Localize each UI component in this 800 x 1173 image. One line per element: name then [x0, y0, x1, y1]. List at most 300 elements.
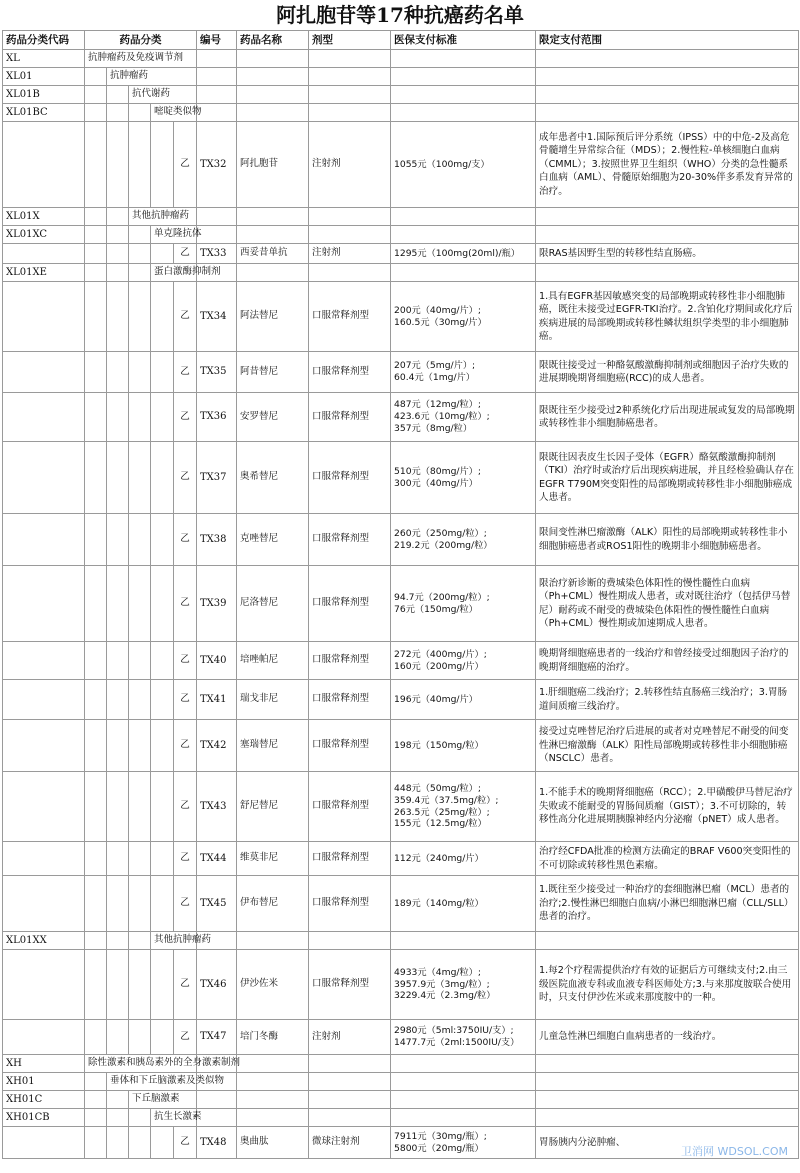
empty-cell [197, 1091, 237, 1109]
category-row [3, 264, 799, 282]
empty-cell [197, 50, 237, 68]
indent-cell [107, 1109, 129, 1127]
payment-standard: 198元（150mg/粒） [391, 720, 536, 772]
drug-number: TX47 [197, 1020, 237, 1055]
indent-cell [85, 352, 107, 393]
indent-cell [107, 680, 129, 720]
dosage-form: 口服常释剂型 [309, 514, 391, 566]
indent-cell [107, 932, 129, 950]
dosage-form: 口服常释剂型 [309, 566, 391, 642]
drug-row [3, 393, 799, 442]
indent-cell [107, 1020, 129, 1055]
indent-cell [107, 226, 129, 244]
drug-number: TX44 [197, 842, 237, 876]
payment-scope: 接受过克唑替尼治疗后进展的或者对克唑替尼不耐受的间变性淋巴瘤激酶（ALK）阳性局部晚期或转移性非小细胞肺癌（NSCLC）患者。 [536, 720, 799, 772]
empty-cell [3, 680, 85, 720]
indent-cell [107, 352, 129, 393]
indent-cell [107, 1091, 129, 1109]
empty-cell [197, 226, 237, 244]
empty-cell [3, 1020, 85, 1055]
empty-cell [3, 772, 85, 842]
insurance-class: 乙 [174, 680, 197, 720]
category-code: XL01BC [3, 104, 85, 122]
category-code: XH01 [3, 1073, 85, 1091]
payment-standard: 260元（250mg/粒）; 219.2元（200mg/粒） [391, 514, 536, 566]
drug-number: TX34 [197, 282, 237, 352]
payment-scope: 1.不能手术的晚期肾细胞癌（RCC）；2.甲磺酸伊马替尼治疗失败或不能耐受的胃肠间质瘤（GIST）；3.不可切除的，转移性高分化进展期胰腺神经内分泌瘤（pNET）成人患者。 [536, 772, 799, 842]
empty-cell [237, 1073, 309, 1091]
category-row [3, 86, 799, 104]
indent-cell [129, 1127, 151, 1159]
drug-row [3, 950, 799, 1020]
indent-cell [129, 950, 151, 1020]
indent-cell [129, 514, 151, 566]
dosage-form: 口服常释剂型 [309, 680, 391, 720]
drug-row [3, 1020, 799, 1055]
indent-cell [85, 642, 107, 680]
empty-cell [237, 1055, 309, 1073]
category-code: XL01XX [3, 932, 85, 950]
category-label: 抗生长激素 [151, 1109, 197, 1127]
payment-scope: 成年患者中1.国际预后评分系统（IPSS）中的中危-2及高危骨髓增生异常综合征（MDS）；2.慢性粒-单核细胞白血病（CMML）；3.按照世界卫生组织（WHO）分类的急性髓系白血病（AML）、骨髓原始细胞为20-30%伴多系发育异常的治疗。 [536, 122, 799, 208]
indent-cell [85, 208, 107, 226]
indent-cell [129, 842, 151, 876]
category-row [3, 50, 799, 68]
category-label: 除性激素和胰岛素外的全身激素制剂 [85, 1055, 197, 1073]
payment-scope: 限治疗新诊断的费城染色体阳性的慢性髓性白血病（Ph+CML）慢性期成人患者，或对既往治疗（包括伊马替尼）耐药或不耐受的费城染色体阳性的慢性髓性白血病（Ph+CML）慢性期或加速期成人患者。 [536, 566, 799, 642]
indent-cell [85, 566, 107, 642]
empty-cell [309, 1091, 391, 1109]
drug-row [3, 442, 799, 514]
indent-cell [129, 772, 151, 842]
drug-name: 伊沙佐米 [237, 950, 309, 1020]
indent-cell [85, 68, 107, 86]
dosage-form: 注射剂 [309, 1020, 391, 1055]
drug-row [3, 282, 799, 352]
empty-cell [3, 122, 85, 208]
drug-name: 阿法替尼 [237, 282, 309, 352]
insurance-class: 乙 [174, 1020, 197, 1055]
empty-cell [536, 68, 799, 86]
drug-number: TX38 [197, 514, 237, 566]
payment-standard: 94.7元（200mg/粒）; 76元（150mg/粒） [391, 566, 536, 642]
empty-cell [237, 68, 309, 86]
indent-cell [129, 932, 151, 950]
empty-cell [391, 932, 536, 950]
drug-row [3, 566, 799, 642]
payment-standard: 1055元（100mg/支） [391, 122, 536, 208]
insurance-class: 乙 [174, 642, 197, 680]
indent-cell [85, 932, 107, 950]
indent-cell [107, 772, 129, 842]
header-code: 药品分类代码 [3, 31, 85, 50]
indent-cell [129, 442, 151, 514]
indent-cell [85, 226, 107, 244]
category-row [3, 104, 799, 122]
payment-scope: 晚期肾细胞癌患者的一线治疗和曾经接受过细胞因子治疗的晚期肾细胞癌的治疗。 [536, 642, 799, 680]
empty-cell [3, 244, 85, 264]
drug-number: TX43 [197, 772, 237, 842]
indent-cell [151, 1020, 174, 1055]
category-row [3, 1091, 799, 1109]
insurance-class: 乙 [174, 842, 197, 876]
empty-cell [3, 876, 85, 932]
indent-cell [151, 642, 174, 680]
indent-cell [129, 1109, 151, 1127]
category-code: XL01X [3, 208, 85, 226]
header-category: 药品分类 [85, 31, 197, 50]
empty-cell [536, 208, 799, 226]
indent-cell [129, 282, 151, 352]
indent-cell [107, 442, 129, 514]
indent-cell [151, 393, 174, 442]
indent-cell [107, 566, 129, 642]
empty-cell [391, 1091, 536, 1109]
empty-cell [3, 352, 85, 393]
category-label: 抗肿瘤药及免疫调节剂 [85, 50, 197, 68]
indent-cell [107, 1127, 129, 1159]
indent-cell [85, 1020, 107, 1055]
payment-standard: 1295元（100mg(20ml)/瓶） [391, 244, 536, 264]
empty-cell [391, 208, 536, 226]
payment-standard: 448元（50mg/粒）; 359.4元（37.5mg/粒）; 263.5元（25mg/粒）; 155元（12.5mg/粒） [391, 772, 536, 842]
dosage-form: 口服常释剂型 [309, 642, 391, 680]
category-label: 嘧啶类似物 [151, 104, 197, 122]
empty-cell [3, 393, 85, 442]
indent-cell [151, 282, 174, 352]
category-row [3, 68, 799, 86]
insurance-class: 乙 [174, 772, 197, 842]
indent-cell [151, 876, 174, 932]
indent-cell [85, 1091, 107, 1109]
empty-cell [237, 50, 309, 68]
indent-cell [85, 720, 107, 772]
drug-name: 奥希替尼 [237, 442, 309, 514]
category-code: XL01XE [3, 264, 85, 282]
indent-cell [85, 1073, 107, 1091]
indent-cell [151, 842, 174, 876]
drug-name: 塞瑞替尼 [237, 720, 309, 772]
indent-cell [129, 226, 151, 244]
empty-cell [536, 50, 799, 68]
drug-row [3, 842, 799, 876]
indent-cell [107, 876, 129, 932]
empty-cell [3, 950, 85, 1020]
indent-cell [151, 1127, 174, 1159]
indent-cell [107, 842, 129, 876]
category-row [3, 226, 799, 244]
payment-scope: 1.每2个疗程需提供治疗有效的证据后方可继续支付;2.由三级医院血液专科或血液专科医师处方;3.与来那度胺联合使用时，只支付伊沙佐米或来那度胺中的一种。 [536, 950, 799, 1020]
empty-cell [309, 226, 391, 244]
payment-standard: 207元（5mg/片）; 60.4元（1mg/片） [391, 352, 536, 393]
drug-row [3, 642, 799, 680]
payment-scope: 治疗经CFDA批准的检测方法确定的BRAF V600突变阳性的不可切除或转移性黑色素瘤。 [536, 842, 799, 876]
drug-table [2, 30, 799, 1159]
empty-cell [536, 226, 799, 244]
payment-scope: 1.既往至少接受过一种治疗的套细胞淋巴瘤（MCL）患者的治疗;2.慢性淋巴细胞白血病/小淋巴细胞淋巴瘤（CLL/SLL）患者的治疗。 [536, 876, 799, 932]
category-row [3, 932, 799, 950]
indent-cell [151, 720, 174, 772]
indent-cell [129, 566, 151, 642]
payment-scope: 1.具有EGFR基因敏感突变的局部晚期或转移性非小细胞肺癌，既往未接受过EGFR-TKI治疗。2.含铂化疗期间或化疗后疾病进展的局部晚期或转移性鳞状组织学类型的非小细胞肺癌。 [536, 282, 799, 352]
drug-name: 维莫非尼 [237, 842, 309, 876]
empty-cell [536, 932, 799, 950]
drug-number: TX41 [197, 680, 237, 720]
indent-cell [107, 264, 129, 282]
drug-row [3, 876, 799, 932]
indent-cell [85, 86, 107, 104]
category-label: 蛋白激酶抑制剂 [151, 264, 197, 282]
indent-cell [129, 642, 151, 680]
indent-cell [129, 720, 151, 772]
empty-cell [197, 86, 237, 104]
empty-cell [391, 226, 536, 244]
indent-cell [151, 680, 174, 720]
indent-cell [151, 442, 174, 514]
empty-cell [391, 50, 536, 68]
drug-number: TX32 [197, 122, 237, 208]
indent-cell [85, 772, 107, 842]
header-payment-scope: 限定支付范围 [536, 31, 799, 50]
category-label: 单克隆抗体 [151, 226, 197, 244]
drug-number: TX33 [197, 244, 237, 264]
indent-cell [151, 566, 174, 642]
indent-cell [85, 122, 107, 208]
dosage-form: 口服常释剂型 [309, 352, 391, 393]
dosage-form: 口服常释剂型 [309, 876, 391, 932]
empty-cell [536, 1109, 799, 1127]
empty-cell [536, 86, 799, 104]
indent-cell [107, 104, 129, 122]
empty-cell [3, 1127, 85, 1159]
empty-cell [237, 264, 309, 282]
empty-cell [536, 264, 799, 282]
drug-number: TX48 [197, 1127, 237, 1159]
empty-cell [536, 1055, 799, 1073]
drug-row [3, 720, 799, 772]
indent-cell [129, 393, 151, 442]
dosage-form: 口服常释剂型 [309, 393, 391, 442]
insurance-class: 乙 [174, 720, 197, 772]
payment-standard: 112元（240mg/片） [391, 842, 536, 876]
indent-cell [151, 772, 174, 842]
empty-cell [3, 442, 85, 514]
indent-cell [129, 1020, 151, 1055]
header-number: 编号 [197, 31, 237, 50]
payment-standard: 272元（400mg/片）; 160元（200mg/片） [391, 642, 536, 680]
insurance-class: 乙 [174, 1127, 197, 1159]
empty-cell [237, 86, 309, 104]
category-row [3, 208, 799, 226]
indent-cell [85, 1109, 107, 1127]
indent-cell [107, 950, 129, 1020]
empty-cell [3, 842, 85, 876]
indent-cell [107, 208, 129, 226]
watermark: 卫消网 WDSOL.COM [681, 1145, 788, 1158]
page-title: 阿扎胞苷等17种抗癌药名单 [276, 3, 524, 27]
drug-name: 安罗替尼 [237, 393, 309, 442]
indent-cell [85, 104, 107, 122]
category-label: 抗代谢药 [129, 86, 197, 104]
category-code: XH01C [3, 1091, 85, 1109]
indent-cell [85, 1127, 107, 1159]
dosage-form: 口服常释剂型 [309, 442, 391, 514]
indent-cell [85, 680, 107, 720]
empty-cell [309, 208, 391, 226]
insurance-class: 乙 [174, 393, 197, 442]
insurance-class: 乙 [174, 352, 197, 393]
indent-cell [107, 393, 129, 442]
payment-scope: 限间变性淋巴瘤激酶（ALK）阳性的局部晚期或转移性非小细胞肺癌患者或ROS1阳性的晚期非小细胞肺癌患者。 [536, 514, 799, 566]
category-code: XL01 [3, 68, 85, 86]
indent-cell [107, 514, 129, 566]
empty-cell [3, 282, 85, 352]
drug-name: 阿昔替尼 [237, 352, 309, 393]
dosage-form: 注射剂 [309, 122, 391, 208]
empty-cell [237, 932, 309, 950]
empty-cell [309, 1055, 391, 1073]
payment-scope: 胃肠胰内分泌肿瘤、 [536, 1127, 799, 1159]
insurance-class: 乙 [174, 122, 197, 208]
indent-cell [129, 264, 151, 282]
category-row [3, 1055, 799, 1073]
drug-name: 培唑帕尼 [237, 642, 309, 680]
drug-number: TX35 [197, 352, 237, 393]
drug-number: TX42 [197, 720, 237, 772]
payment-standard: 4933元（4mg/粒）; 3957.9元（3mg/粒）; 3229.4元（2.3mg/粒） [391, 950, 536, 1020]
empty-cell [309, 68, 391, 86]
indent-cell [107, 720, 129, 772]
insurance-class: 乙 [174, 442, 197, 514]
insurance-class: 乙 [174, 514, 197, 566]
indent-cell [151, 514, 174, 566]
category-label: 其他抗肿瘤药 [129, 208, 197, 226]
empty-cell [536, 104, 799, 122]
drug-number: TX36 [197, 393, 237, 442]
drug-name: 克唑替尼 [237, 514, 309, 566]
indent-cell [107, 282, 129, 352]
empty-cell [536, 1073, 799, 1091]
dosage-form: 口服常释剂型 [309, 282, 391, 352]
empty-cell [391, 86, 536, 104]
empty-cell [237, 1109, 309, 1127]
indent-cell [85, 876, 107, 932]
insurance-class: 乙 [174, 282, 197, 352]
payment-scope: 儿童急性淋巴细胞白血病患者的一线治疗。 [536, 1020, 799, 1055]
empty-cell [3, 720, 85, 772]
insurance-class: 乙 [174, 876, 197, 932]
category-code: XL01B [3, 86, 85, 104]
drug-name: 阿扎胞苷 [237, 122, 309, 208]
dosage-form: 注射剂 [309, 244, 391, 264]
drug-number: TX46 [197, 950, 237, 1020]
drug-name: 瑞戈非尼 [237, 680, 309, 720]
indent-cell [151, 244, 174, 264]
empty-cell [391, 1109, 536, 1127]
empty-cell [391, 264, 536, 282]
category-label: 抗肿瘤药 [107, 68, 197, 86]
empty-cell [237, 226, 309, 244]
indent-cell [107, 244, 129, 264]
indent-cell [107, 86, 129, 104]
indent-cell [85, 282, 107, 352]
indent-cell [85, 244, 107, 264]
payment-standard: 2980元（5ml:3750IU/支）; 1477.7元（2ml:1500IU/支） [391, 1020, 536, 1055]
empty-cell [237, 1091, 309, 1109]
indent-cell [107, 122, 129, 208]
drug-row [3, 122, 799, 208]
drug-name: 舒尼替尼 [237, 772, 309, 842]
drug-number: TX40 [197, 642, 237, 680]
category-row [3, 1109, 799, 1127]
category-code: XL [3, 50, 85, 68]
empty-cell [3, 642, 85, 680]
category-label: 下丘脑激素 [129, 1091, 197, 1109]
empty-cell [309, 1073, 391, 1091]
indent-cell [129, 104, 151, 122]
category-label: 垂体和下丘脑激素及类似物 [107, 1073, 197, 1091]
payment-standard: 189元（140mg/粒） [391, 876, 536, 932]
empty-cell [536, 1091, 799, 1109]
drug-row [3, 772, 799, 842]
dosage-form: 口服常释剂型 [309, 772, 391, 842]
drug-row [3, 244, 799, 264]
indent-cell [85, 264, 107, 282]
header-payment-standard: 医保支付标准 [391, 31, 536, 50]
category-code: XH01CB [3, 1109, 85, 1127]
drug-number: TX45 [197, 876, 237, 932]
indent-cell [151, 122, 174, 208]
drug-row [3, 680, 799, 720]
payment-scope: 限既往因表皮生长因子受体（EGFR）酪氨酸激酶抑制剂（TKI）治疗时或治疗后出现疾病进展，并且经检验确认存在EGFR T790M突变阳性的局部晚期或转移性非小细胞肺癌成人患者。 [536, 442, 799, 514]
drug-name: 伊布替尼 [237, 876, 309, 932]
indent-cell [85, 950, 107, 1020]
payment-standard: 200元（40mg/片）; 160.5元（30mg/片） [391, 282, 536, 352]
indent-cell [129, 244, 151, 264]
empty-cell [391, 68, 536, 86]
dosage-form: 口服常释剂型 [309, 720, 391, 772]
indent-cell [107, 642, 129, 680]
drug-name: 奥曲肽 [237, 1127, 309, 1159]
payment-scope: 限既往接受过一种酪氨酸激酶抑制剂或细胞因子治疗失败的进展期晚期肾细胞癌(RCC)的成人患者。 [536, 352, 799, 393]
drug-row [3, 352, 799, 393]
payment-scope: 限RAS基因野生型的转移性结直肠癌。 [536, 244, 799, 264]
category-code: XL01XC [3, 226, 85, 244]
dosage-form: 口服常释剂型 [309, 950, 391, 1020]
drug-row [3, 514, 799, 566]
category-row [3, 1073, 799, 1091]
empty-cell [309, 264, 391, 282]
indent-cell [151, 352, 174, 393]
indent-cell [151, 950, 174, 1020]
indent-cell [129, 680, 151, 720]
indent-cell [85, 393, 107, 442]
header-row [3, 31, 799, 50]
empty-cell [309, 932, 391, 950]
indent-cell [129, 352, 151, 393]
drug-number: TX39 [197, 566, 237, 642]
empty-cell [391, 104, 536, 122]
payment-standard: 196元（40mg/片） [391, 680, 536, 720]
payment-standard: 510元（80mg/片）; 300元（40mg/片） [391, 442, 536, 514]
insurance-class: 乙 [174, 566, 197, 642]
indent-cell [85, 442, 107, 514]
empty-cell [309, 104, 391, 122]
payment-standard: 7911元（30mg/瓶）; 5800元（20mg/瓶） [391, 1127, 536, 1159]
payment-scope: 1.肝细胞癌二线治疗；2.转移性结直肠癌三线治疗；3.胃肠道间质瘤三线治疗。 [536, 680, 799, 720]
dosage-form: 口服常释剂型 [309, 842, 391, 876]
empty-cell [237, 104, 309, 122]
